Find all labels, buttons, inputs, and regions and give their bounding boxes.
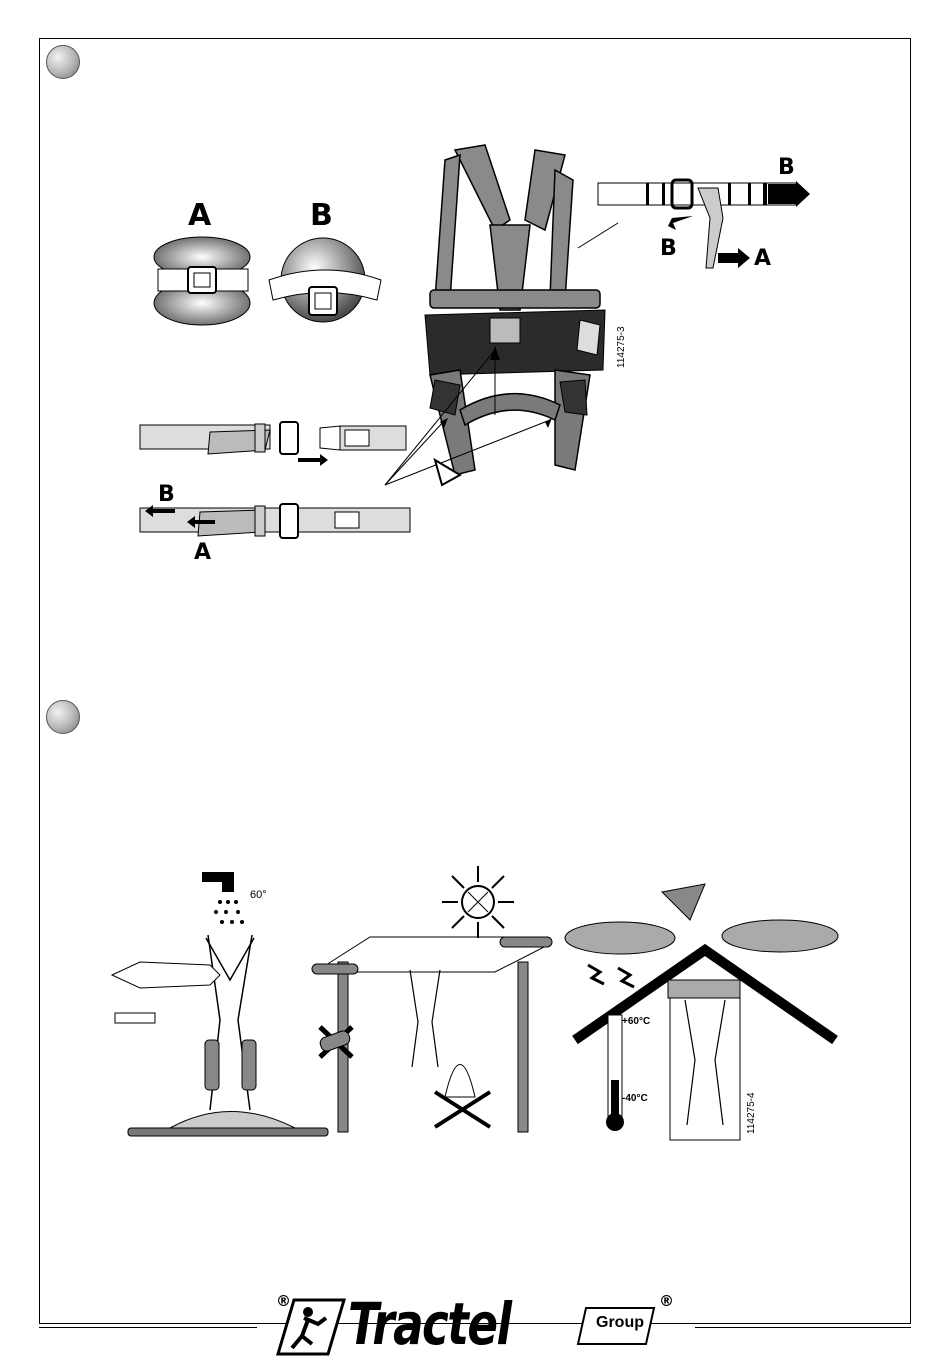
buckle-b-illustration — [265, 235, 385, 330]
registered-mark-left: ® — [276, 1292, 291, 1310]
adjuster-strap-illustration — [598, 178, 813, 278]
section-1-bullet — [46, 45, 80, 79]
strap-label-b: B — [158, 482, 175, 507]
adjuster-label-b-bottom: B — [660, 236, 677, 261]
strap-label-a: A — [194, 540, 212, 565]
temperature-high: +60°C — [622, 1016, 651, 1027]
buckle-label-a: A — [188, 198, 212, 233]
pointer-lines — [380, 340, 580, 500]
storage-illustration — [560, 880, 845, 1150]
washing-illustration — [110, 870, 340, 1145]
section-2-bullet — [46, 700, 80, 734]
brand-group: Group — [596, 1314, 644, 1331]
buckle-label-b: B — [310, 198, 333, 233]
figure-ref-1: 114275-3 — [616, 326, 627, 368]
temperature-low: -40°C — [622, 1093, 648, 1104]
buckle-a-illustration — [150, 235, 255, 330]
figure-ref-2: 114275-4 — [746, 1092, 757, 1134]
brand-name: Tractel — [348, 1290, 511, 1358]
adjuster-label-a: A — [754, 246, 772, 271]
footer-rule-right — [695, 1327, 911, 1328]
tractel-logo — [276, 1292, 676, 1362]
connector-strap-closed — [140, 500, 410, 545]
footer-rule-left — [39, 1327, 257, 1328]
connector-strap-open — [140, 420, 410, 470]
wash-temperature: 60° — [250, 889, 267, 901]
registered-mark-right: ® — [659, 1292, 674, 1310]
adjuster-label-b-top: B — [778, 155, 795, 180]
drying-illustration — [310, 862, 560, 1142]
